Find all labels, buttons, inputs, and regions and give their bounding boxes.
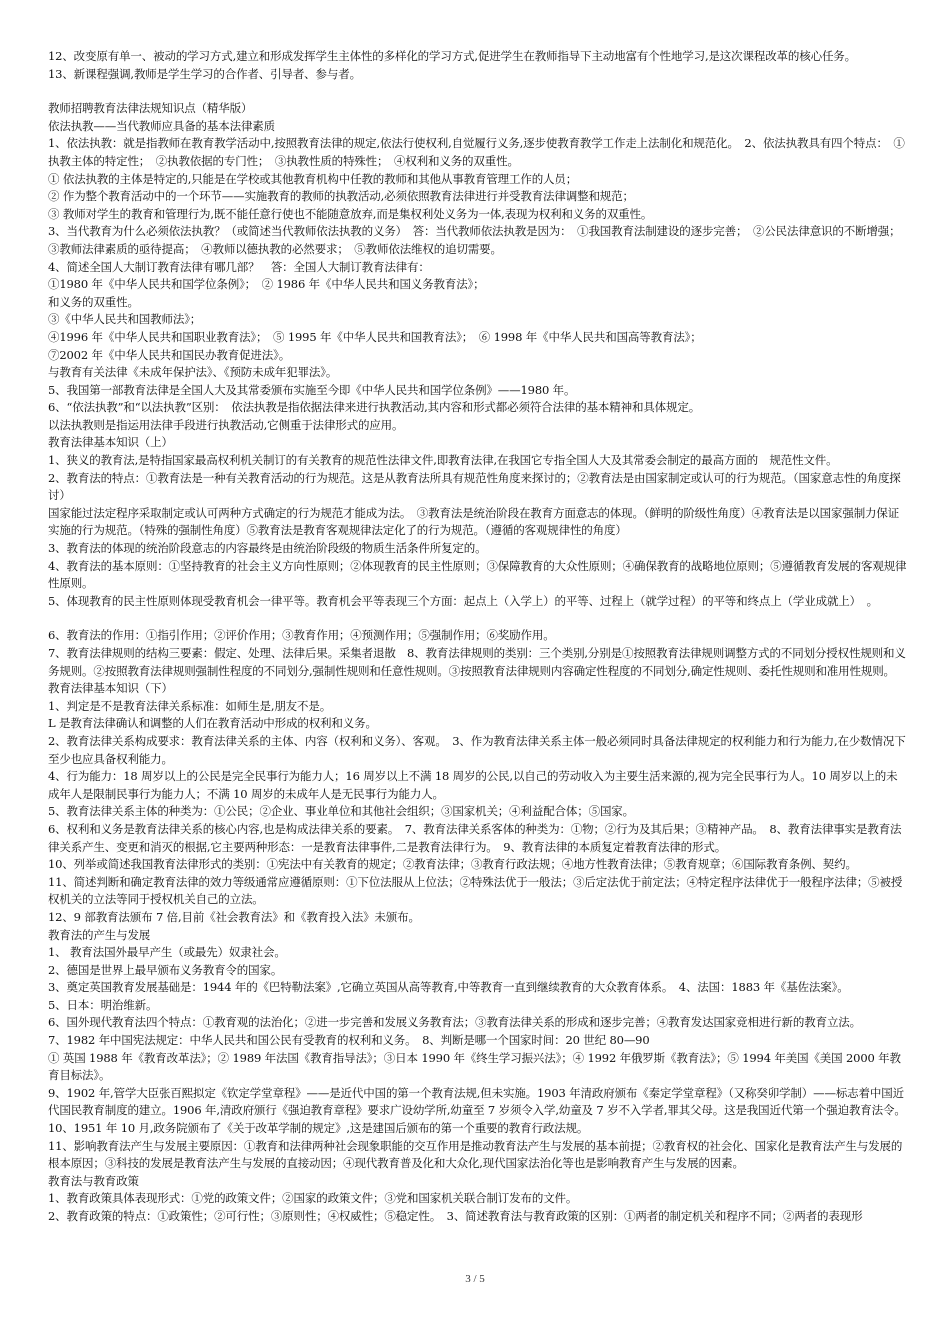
paragraph: 4、简述全国人大制订教育法律有哪几部？ 答：全国人大制订教育法律有：	[48, 259, 430, 274]
paragraph: ⑦2002 年《中华人民共和国民办教育促进法》。	[48, 347, 291, 362]
paragraph: ④1996 年《中华人民共和国职业教育法》； ⑤ 1995 年《中华人民共和国教育法》； ⑥ 1998 年《中华人民共和国高等教育法》；	[48, 329, 702, 344]
paragraph: ①1980 年《中华人民共和国学位条例》； ② 1986 年《中华人民共和国义务教育法》；	[48, 277, 485, 292]
paragraph: 3、教育法的体现的统治阶段意志的内容最终是由统治阶段级的物质生活条件所复定的。	[48, 541, 487, 556]
paragraph: 教育法与教育政策	[48, 1173, 139, 1188]
paragraph: 13、新课程强调,教师是学生学习的合作者、引导者、参与者。	[48, 66, 361, 81]
paragraph: 12、9 部教育法颁布 7 倍,目前《社会教育法》和《教育投入法》未颁布。	[48, 909, 420, 924]
paragraph: 3、当代教育为什么必须依法执教？（或简述当代教师依法执教的义务） 答：当代教师依法执教是因为： ①我国教育法制建设的逐步完善； ②公民法律意识的不断增强； ③教师法律素质的亟待提高； ④教师以德执教的必然要求； ⑤教师依法维权的追切需要。	[48, 224, 907, 256]
paragraph: 2、德国是世界上最早颁布义务教育令的国家。	[48, 962, 283, 977]
paragraph: 5、教育法律关系主体的种类为：①公民；②企业、事业单位和其他社会组织；③国家机关；④利益配合体；⑤国家。	[48, 804, 635, 819]
paragraph: 6、教育法的作用：①指引作用；②评价作用；③教育作用；④预测作用；⑤强制作用；⑥奖励作用。	[48, 628, 555, 643]
paragraph: 2、教育法的特点：①教育法是一种有关教育活动的行为规范。这是从教育法所具有规范性角度来探讨的；②教育法是由国家制定或认可的行为规范。（国家意志性的角度探讨）	[48, 470, 901, 503]
paragraph: 教师招聘教育法律法规知识点（精华版）	[48, 101, 253, 116]
paragraph: 1、 教育法国外最早产生（或最先）奴隶社会。	[48, 945, 286, 960]
paragraph: ① 依法执教的主体是特定的,只能是在学校或其他教育机构中任教的教师和其他从事教育管理工作的人员；	[48, 171, 578, 186]
paragraph: ③ 教师对学生的教育和管理行为,既不能任意行使也不能随意放弃,而是集权利处义务为一体,表现为权利和义务的双重性。	[48, 206, 653, 221]
paragraph: ① 英国 1988 年《教育改革法》；② 1989 年法国《教育指导法》；③日本 1990 年《终生学习振兴法》；④ 1992 年俄罗斯《教育法》；⑤ 1994 年美国《美国 2000 年教育目标法》。	[48, 1050, 901, 1083]
paragraph: 依法执教——当代教师应具备的基本法律素质	[48, 118, 275, 133]
blank-line	[48, 83, 908, 100]
document-body	[48, 48, 908, 1226]
paragraph: 4、教育法的基本原则：①坚持教育的社会主义方向性原则；②体现教育的民主性原则；③保障教育的大众性原则；④确保教育的战略地位原则；⑤遵循教育发展的客观规律性原则。	[48, 558, 907, 591]
paragraph: 11、影响教育法产生与发展主要原因：①教育和法律两种社会现象职能的交互作用是推动教育法产生与发展的基本前提；②教育权的社会化、国家化是教育法产生与发展的根本原因；③科技的发展是教育法产生与发展的直接动因；④现代教育普及化和大众化,现代国家法治化等也是影响教育产生与发展的因素。	[48, 1138, 903, 1171]
paragraph: 5、我国第一部教育法律是全国人大及其常委颁布实施至今即《中华人民共和国学位条例》——1980 年。	[48, 382, 576, 397]
paragraph: ② 作为整个教育活动中的一个环节——实施教育的教师的执教活动,必须依照教育法律进行并受教育法律调整和规范；	[48, 189, 634, 204]
paragraph: 2、教育政策的特点：①政策性；②可行性；③原则性；④权威性；⑤稳定性。 3、简述教育法与教育政策的区别：①两者的制定机关和程序不同；②两者的表现形	[48, 1209, 863, 1223]
paragraph: 7、1982 年中国宪法规定：中华人民共和国公民有受教育的权利和义务。 8、判断是哪一个国家时间：20 世纪 80—90	[48, 1033, 650, 1048]
paragraph: 10、1951 年 10 月,政务院颁布了《关于改革学制的规定》,这是建国后颁布的第一个重要的教育行政法规。	[48, 1121, 589, 1136]
paragraph: 1、狭义的教育法,是特指国家最高权利机关制订的有关教育的规范性法律文件,即教育法律,在我国它专指全国人大及其常委会制定的最高方面的 规范性文件。	[48, 453, 838, 468]
blank-line	[48, 610, 908, 627]
paragraph: 和义务的双重性。	[48, 294, 139, 309]
paragraph: ③《中华人民共和国教师法》；	[48, 312, 202, 327]
paragraph: 5、日本：明治维新。	[48, 997, 158, 1012]
paragraph: 9、1902 年,管学大臣张百熙拟定《钦定学堂章程》——是近代中国的第一个教育法规,但未实施。1903 年清政府颁布《秦定学堂章程》（又称癸卯学制）——标志着中国近代国民教育制度的建立。1906 年,清政府颁行《强迫教育章程》要求广设幼学所,幼童至 7 岁须令入学,幼童及 7 岁不入学者,罪其父母。这是我国近代第一个强迫教育法令。	[48, 1085, 906, 1118]
paragraph: 1、判定是不是教育法律关系标准：如师生是,朋友不是。	[48, 698, 332, 713]
paragraph: 6、“依法执教”和“以法执教”区别： 依法执教是指依据法律来进行执教活动,其内容和形式都必须符合法律的基本精神和具体规定。	[48, 400, 701, 415]
paragraph: 1、教育政策具体表现形式：①党的政策文件；②国家的政策文件；③党和国家机关联合制订发布的文件。	[48, 1191, 578, 1206]
paragraph: 与教育有关法律《未成年保护法》、《预防未成年犯罪法》。	[48, 365, 338, 380]
paragraph: 6、国外现代教育法四个特点：①教育观的法治化；②进一步完善和发展义务教育法；③教育法律关系的形成和逐步完善；④教育发达国家竞相进行新的教育立法。	[48, 1015, 862, 1030]
paragraph: 5、体现教育的民主性原则体现受教育机会一律平等。教育机会平等表现三个方面：起点上（入学上）的平等、过程上（就学过程）的平等和终点上（学业成就上） 。	[48, 593, 878, 608]
paragraph: 国家能过法定程序采取制定或认可两种方式确定的行为规范才能成为法。 ③教育法是统治阶段在教育方面意志的体现。（鲜明的阶级性角度）④教育法是以国家强制力保证实施的行为规范。（特殊的强制性角度）⑤教育法是教育客观规律法定化了的行为规范。（遵循的客观规律性的角度）	[48, 505, 900, 538]
paragraph: 教育法律基本知识（下）	[48, 681, 173, 696]
paragraph: 6、权利和义务是教育法律关系的核心内容,也是构成法律关系的要素。 7、教育法律关系客体的种类为：①物；②行为及其后果；③精神产品。 8、教育法律事实是教育法律关系产生、变更和消灭的根据,它主要两种形态：一是教育法律事件,二是教育法律行为。 9、教育法律的本质复定着教育法律的形式。	[48, 821, 902, 854]
paragraph: 以法执教则是指运用法律手段进行执教活动,它侧重于法律形式的应用。	[48, 417, 404, 432]
paragraph: 12、改变原有单一、被动的学习方式,建立和形成发挥学生主体性的多样化的学习方式,促进学生在教师指导下主动地富有个性地学习,是这次课程改革的核心任务。	[48, 49, 856, 63]
paragraph: 7、教育法律规则的结构三要素：假定、处理、法律后果。采集者退散 8、教育法律规则的类别：三个类别,分别是①按照教育法律规则调整方式的不同划分授权性规则和义务规则。②按照教育法律规则强制性程度的不同划分,强制性规则和任意性规则。③按照教育法律规则内容确定性程度的不同划分,确定性规则、委托性规则和准用性规则。	[48, 646, 906, 678]
paragraph: L 是教育法律确认和调整的人们在教育活动中形成的权利和义务。	[48, 716, 377, 731]
paragraph: 4、行为能力：18 周岁以上的公民是完全民事行为能力人；16 周岁以上不满 18 周岁的公民,以自己的劳动收入为主要生活来源的,视为完全民事行为人。10 周岁以上的未成年人是限制民事行为能力人；不满 10 周岁的未成年人是无民事行为能力人。	[48, 769, 898, 801]
paragraph: 2、教育法律关系构成要求：教育法律关系的主体、内容（权利和义务）、客观。 3、作为教育法律关系主体一般必须同时具备法律规定的权利能力和行为能力,在少数情况下至少也应具备权利能力。	[48, 733, 906, 766]
paragraph: 1、依法执教：就是指教师在教育教学活动中,按照教育法律的规定,依法行使权利,自觉履行义务,逐步使教育教学工作走上法制化和规范化。 2、依法执教具有四个特点： ①执教主体的特定性； ②执教依据的专门性； ③执教性质的特殊性； ④权利和义务的双重性。	[48, 136, 905, 168]
paragraph: 10、列举或简述我国教育法律形式的类别：①宪法中有关教育的规定；②教育法律；③教育行政法规；④地方性教育法律；⑤教育规章；⑥国际教育条例、契约。	[48, 857, 857, 872]
page-number: 3 / 5	[465, 1273, 485, 1285]
paragraph: 教育法的产生与发展	[48, 927, 151, 942]
paragraph: 教育法律基本知识（上）	[48, 435, 173, 450]
paragraph: 11、简述判断和确定教育法律的效力等级通常应遵循原则：①下位法服从上位法；②特殊法优于一般法；③后定法优于前定法；④特定程序法律优于一般程序法律；⑤被授权机关的立法等同于授权机关自己的立法。	[48, 874, 903, 907]
paragraph: 3、奠定英国教育发展基础是：1944 年的《巴特勒法案》,它确立英国从高等教育,中等教育一直到继续教育的大众教育体系。 4、法国：1883 年《基佐法案》。	[48, 980, 849, 995]
